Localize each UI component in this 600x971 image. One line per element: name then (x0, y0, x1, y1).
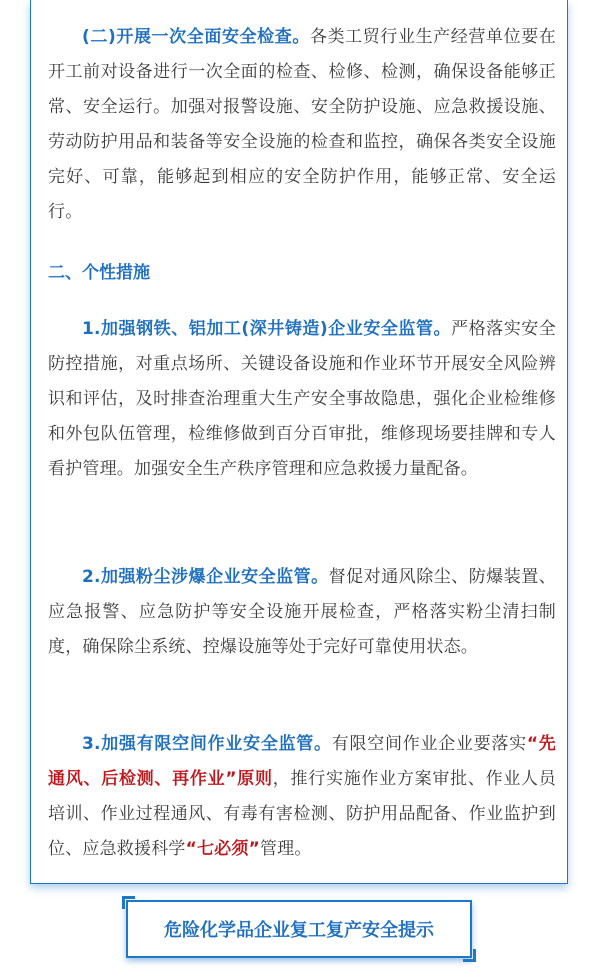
paragraph-body: 督促对通风除尘、防爆装置、应急报警、应急防护等安全设施开展检查，严格落实粉尘清扫制度，确保除尘系统、控爆设施等处于完好可靠使用状态。 (48, 567, 556, 657)
paragraph-confined-space (48, 727, 556, 867)
paragraph-heading: 1.加强钢铁、铝加工(深井铸造)企业安全监管。 (82, 319, 452, 339)
paragraph-steel-aluminum (48, 312, 556, 487)
paragraph-body-a: 有限空间作业企业要落实 (331, 734, 527, 754)
paragraph-body-c: 管理。 (259, 839, 312, 859)
paragraph-heading: 3.加强有限空间作业安全监管。 (82, 734, 332, 754)
paragraph-heading: (二)开展一次全面安全检查。 (82, 27, 310, 47)
paragraph-body: 严格落实安全防控措施，对重点场所、关键设备设施和作业环节开展安全风险辨识和评估，及时排查治理重大生产安全事故隐患，强化企业检维修和外包队伍管理，检维修做到百分百审批，维修现场要挂牌和专人看护管理。加强安全生产秩序管理和应急救援力量配备。 (48, 319, 556, 479)
link-button-label: 危险化学品企业复工复产安全提示 (164, 920, 434, 941)
paragraph-heading: 2.加强粉尘涉爆企业安全监管。 (82, 567, 329, 587)
hazardous-chemicals-tips-link-button[interactable] (126, 900, 472, 958)
corner-decoration (463, 949, 476, 962)
corner-decoration (122, 896, 135, 909)
highlight-seven-musts: “七必须” (185, 839, 260, 859)
section-title-specific-measures: 二、个性措施 (48, 263, 150, 283)
paragraph-dust-explosion (48, 560, 556, 665)
highlight-principle: “先通风、后检测、再作业”原则 (48, 734, 556, 789)
paragraph-full-inspection (48, 20, 556, 230)
paragraph-body-b: ，推行实施作业方案审批、作业人员培训、作业过程通风、有毒有害检测、防护用品配备、作业监护到位、应急救援科学 (48, 769, 556, 859)
paragraph-body: 各类工贸行业生产经营单位要在开工前对设备进行一次全面的检查、检修、检测，确保设备能够正常、安全运行。加强对报警设施、安全防护设施、应急救援设施、劳动防护用品和装备等安全设施的检查和监控，确保各类安全设施完好、可靠，能够起到相应的安全防护作用，能够正常、安全运行。 (48, 27, 556, 222)
